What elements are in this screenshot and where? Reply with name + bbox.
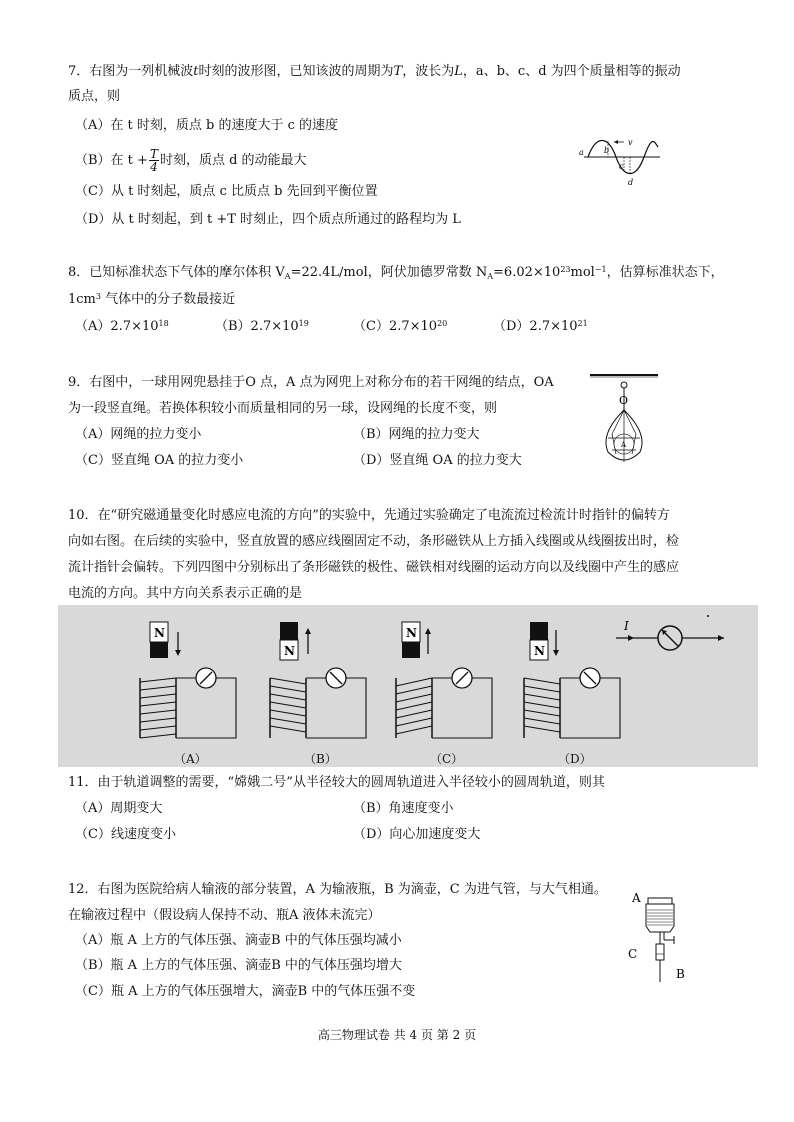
q8-stem-line1: 8．已知标准状态下气体的摩尔体积 $V_A=22.4L$/mol，阿伏加德罗常数 $N_A=6.02\times 10^{23}mol^{-1}$，估算标准状态下， <box>68 265 724 281</box>
q12-label-a: A <box>632 891 641 905</box>
q10-stem-line2: 向如右图。在后续的实验中，竖直放置的感应线圈固定不动，条形磁铁从上方插入线圈或从线圈拔出时，检 <box>68 534 680 549</box>
q10-reference-galvanometer <box>612 610 732 656</box>
q8-option-a: $(A)2.7\times 10^{18}$ <box>75 319 169 334</box>
q7-label-c: c <box>619 162 624 171</box>
q9-stem-line1: 9．右图中，一球用网兜悬挂于O 点，A 点为网兜上对称分布的若干网绳的结点，OA <box>68 375 554 390</box>
q12-option-a: （A）瓶 A 上方的气体压强、滴壶B 中的气体压强均减小 <box>75 933 402 948</box>
q9-option-d: （D）竖直绳 OA 的拉力变大 <box>353 453 522 468</box>
q7-fraction: $\frac{T}{4}$ <box>149 147 158 174</box>
q10-panel-b <box>266 620 376 750</box>
q12-option-c: （C）瓶 A 上方的气体压强增大，滴壶B 中的气体压强不变 <box>75 984 416 999</box>
q10-panel-c-caption: （C） <box>430 752 464 766</box>
q7-label-d: d <box>628 178 634 187</box>
q8-option-d: $(D)2.7\times 10^{21}$ <box>493 319 588 334</box>
q11-stem: 11．由于轨道调整的需要，“嫦娥二号”从半径较大的圆周轨道进入半径较小的圆周轨道，则其 <box>68 775 605 790</box>
q12-stem-line1: 12．右图为医院给病人输液的部分装置，A 为输液瓶，B 为滴壶，C 为进气管，与大气相通。 <box>68 882 607 897</box>
q7-option-c: （C）从 t 时刻起，质点 c 比质点 b 先回到平衡位置 <box>75 184 378 199</box>
q7-option-b: （B）在 t + $\frac{T}{4}$ 时刻，质点 d 的动能最大 <box>75 147 307 174</box>
q10-stem-line3: 流计指针会偏转。下列四图中分别标出了条形磁铁的极性、磁铁相对线圈的运动方向以及线圈中产生的感应 <box>68 560 680 575</box>
q7-option-d: （D）从 t 时刻起，到 t +T 时刻止，四个质点所通过的路程均为 L <box>75 212 461 227</box>
q7-wave-figure <box>578 133 664 195</box>
q9-label-o: O <box>619 394 629 407</box>
q8-option-b: $(B)2.7\times 10^{19}$ <box>215 319 309 334</box>
q11-option-c: （C）线速度变小 <box>75 827 176 842</box>
q7-stem-line1: 7．右图为一列机械波t时刻的波形图，已知该波的周期为T，波长为L，a、b、c、d 为四个质量相等的振动 <box>68 64 681 79</box>
q7-label-b: b <box>604 146 610 155</box>
q11-option-b: （B）角速度变小 <box>353 801 454 816</box>
q9-label-a: A <box>621 441 627 449</box>
q10-panel-c <box>392 620 502 750</box>
q7-option-a: （A）在 t 时刻，质点 b 的速度大于 c 的速度 <box>75 118 339 133</box>
q11-option-a: （A）周期变大 <box>75 801 163 816</box>
q10-panel-a-pole: N <box>154 626 165 640</box>
q12-stem-line2: 在输液过程中（假设病人保持不动、瓶A 液体未流完） <box>68 908 381 923</box>
q9-option-b: （B）网绳的拉力变大 <box>353 427 480 442</box>
q12-option-b: （B）瓶 A 上方的气体压强、滴壶B 中的气体压强均增大 <box>75 958 402 973</box>
q9-stem-line2: 为一段竖直绳。若换体积较小而质量相同的另一球，设网绳的长度不变，则 <box>68 401 498 416</box>
q7-stem-line2: 质点，则 <box>68 89 121 104</box>
q10-panel-a <box>136 620 246 750</box>
q10-stem-line1: 10．在“研究磁通量变化时感应电流的方向”的实验中，先通过实验确定了电流流过检流计时指针的偏转方 <box>68 508 670 523</box>
q10-panel-d-pole: N <box>534 644 545 658</box>
q10-current-label: I <box>624 619 629 633</box>
q12-infusion-figure <box>624 886 704 996</box>
q12-label-b: B <box>676 967 685 981</box>
q10-panel-b-pole: N <box>284 644 295 658</box>
q7-label-v: v <box>628 138 633 147</box>
q10-stem-line4: 电流的方向。其中方向关系表示正确的是 <box>68 586 303 601</box>
q8-option-c: $(C)2.7\times 10^{20}$ <box>353 319 448 334</box>
q11-option-d: （D）向心加速度变大 <box>353 827 481 842</box>
q12-label-c: C <box>628 947 638 961</box>
q8-stem-line2: $1cm^3$ 气体中的分子数最接近 <box>68 292 236 307</box>
q7-label-a: a <box>579 148 584 157</box>
q10-panel-d-caption: （D） <box>558 752 592 766</box>
q9-net-figure <box>588 368 660 472</box>
q9-option-c: （C）竖直绳 OA 的拉力变小 <box>75 453 244 468</box>
q10-panel-b-caption: （B） <box>304 752 337 766</box>
q9-option-a: （A）网绳的拉力变小 <box>75 427 202 442</box>
q10-panel-c-pole: N <box>406 626 417 640</box>
page-footer: 高三物理试卷 共 4 页 第 2 页 <box>317 1028 477 1042</box>
q10-panel-a-caption: （A） <box>174 752 207 766</box>
q10-panel-d <box>520 620 630 750</box>
